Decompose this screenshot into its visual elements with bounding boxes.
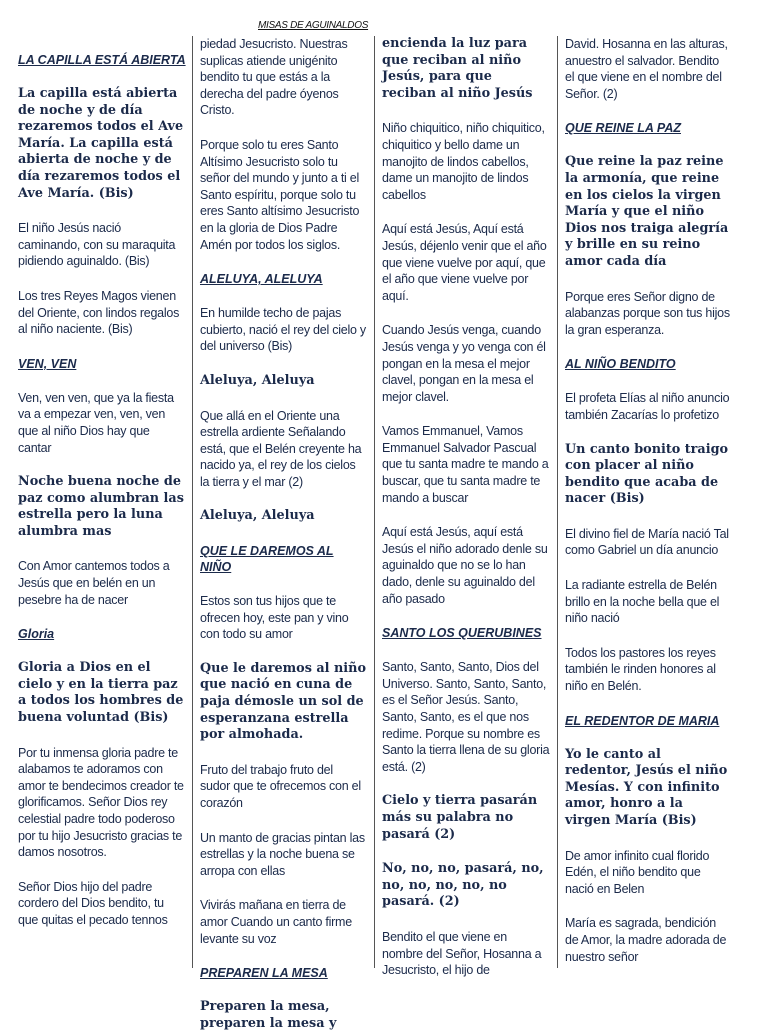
verse-text: Santo, Santo, Santo, Dios del Universo. Santo, Santo, Santo, es el Señor Jesús. Santo, Santo, Santo, es el que nos redime. Porque su nombre es Santo la tierra llena de su gloria está. (2)	[382, 660, 550, 774]
verse-text: piedad Jesucristo. Nuestras suplicas atiende unigénito bendito tu que estás a la derecha del padre óyenos Cristo.	[200, 37, 348, 118]
song-title: SANTO LOS QUERUBINES	[382, 626, 542, 641]
verse-text: Bendito el que viene en nombre del Señor, Hosanna a Jesucristo, el hijo de	[382, 929, 542, 978]
verse-text: Cuando Jesús venga, cuando Jesús venga y yo venga con él pongan en la mesa el mejor clavel, pongan en la mesa el mejor clavel.	[382, 323, 546, 404]
song-title: QUE REINE LA PAZ	[565, 121, 681, 136]
verse-text: Los tres Reyes Magos vienen del Oriente, con lindos regalos al niño naciente. (Bis)	[18, 288, 180, 337]
verse-text: Vamos Emmanuel, Vamos Emmanuel Salvador Pascual que tu santa madre te mando a buscar, que tu santa madre te mando a buscar	[382, 424, 549, 505]
verse-text: Fruto del trabajo fruto del sudor que te ofrecemos con el corazón	[200, 762, 361, 810]
song-title: ALELUYA, ALELUYA	[200, 272, 323, 287]
verse-text: Vivirás mañana en tierra de amor Cuando un canto firme levante su voz	[200, 898, 352, 946]
verse-text: Porque solo tu eres Santo Altísimo Jesucristo solo tu señor del mundo y junto a ti el Santo espíritu, porque solo tu eres Santo altísimo Jesucristo en la gloria de Dios Padre Amén por todos los siglos.	[200, 137, 360, 252]
verse-text: Todos los pastores los reyes también le rinden honores al niño en Belén.	[565, 645, 716, 694]
verse-text: Un manto de gracias pintan las estrellas y la noche buena se arropa con ellas	[200, 830, 365, 878]
song-title: EL REDENTOR DE MARIA	[565, 713, 720, 728]
column-divider	[557, 36, 558, 968]
song-title: LA CAPILLA ESTÁ ABIERTA	[18, 53, 186, 67]
chorus-text: encienda la luz para que reciban al niño Jesús, para que reciban al niño Jesús	[382, 36, 533, 101]
chorus-text: Que reine la paz reine la armonía, que reine en los cielos la virgen María y que el niño Dios nos traiga alegría y brille en su reino amor cada día	[565, 154, 729, 269]
verse-text: La radiante estrella de Belén brillo en la noche bella que el niño nació	[565, 578, 720, 626]
song-title: VEN, VEN	[18, 356, 77, 371]
verse-text: Niño chiquitico, niño chiquitico, chiquitico y bello dame un manojito de lindos cabellos, dame un manojito de lindos cabellos	[382, 121, 545, 202]
column-4	[565, 36, 731, 1004]
chorus-text: Aleluya, Aleluya	[200, 372, 315, 388]
verse-text: En humilde techo de pajas cubierto, nació el rey del cielo y del universo (Bis)	[200, 306, 366, 354]
column-divider	[192, 36, 193, 968]
verse-text: Señor Dios hijo del padre cordero del Dios bendito, tu que quitas el pecado tennos	[18, 879, 168, 927]
verse-text: El divino fiel de María nació Tal como Gabriel un día anuncio	[565, 526, 729, 558]
page-title: MISAS DE AGUINALDOS	[258, 20, 369, 31]
verse-text: Que allá en el Oriente una estrella ardiente Señalando está, que el Belén creyente ha nacido ya, el rey de los cielos la tierra y el mar (2)	[200, 408, 362, 489]
chorus-text: Cielo y tierra pasarán más su palabra no pasará (2)	[382, 793, 538, 842]
verse-text: Estos son tus hijos que te ofrecen hoy, este pan y vino con todo su amor	[200, 594, 349, 642]
verse-text: Porque eres Señor digno de alabanzas porque son tus hijos la gran esperanza.	[565, 289, 730, 337]
verse-text: Aquí está Jesús, aquí está Jesús el niño adorado denle su aguinaldo que no se lo han dado, denle su aguinaldo del año pasado	[382, 525, 548, 606]
column-divider	[374, 36, 375, 968]
chorus-text: Preparen la mesa, preparen la mesa y	[200, 999, 337, 1031]
verse-text: David. Hosanna en las alturas, anuestro el salvador. Bendito el que viene en el nombre del Señor. (2)	[565, 37, 728, 101]
verse-text: De amor infinito cual florido Edén, el niño bendito que nació en Belen	[565, 848, 710, 896]
chorus-text: Yo le canto al redentor, Jesús el niño Mesías. Y con infinito amor, honro a la virgen María (Bis)	[565, 746, 728, 828]
chorus-text: La capilla está abierta de noche y de día rezaremos todos el Ave María. La capilla está abierta de noche y de día rezaremos todos el Ave María. (Bis)	[18, 86, 184, 201]
verse-text: El niño Jesús nació caminando, con su maraquita pidiendo aguinaldo. (Bis)	[18, 221, 176, 269]
song-title: Gloria	[18, 627, 55, 642]
chorus-text: Un canto bonito traigo con placer al niño bendito que acaba de nacer (Bis)	[565, 441, 729, 507]
chorus-text: Aleluya, Aleluya	[200, 508, 315, 524]
chorus-text: Gloria a Dios en el cielo y en la tierra paz a todos los hombres de buena voluntad (Bis)	[18, 660, 184, 726]
chorus-text: Que le daremos al niño que nació en cuna de paja démosle un sol de esperanzana estrella por almohada.	[200, 660, 366, 743]
verse-text: Ven, ven ven, que ya la fiesta va a empezar ven, ven, ven que al niño Dios hay que cantar	[18, 390, 174, 455]
column-2	[200, 36, 366, 1031]
verse-text: El profeta Elías al niño anuncio también Zacarías lo profetizo	[565, 391, 730, 422]
column-1	[18, 52, 186, 1004]
chorus-text: No, no, no, pasará, no, no, no, no, no, no pasará. (2)	[382, 861, 544, 910]
verse-text: Con Amor cantemos todos a Jesús que en belén en un pesebre ha de nacer	[18, 559, 170, 607]
verse-text: Por tu inmensa gloria padre te alabamos te adoramos con amor te bendecimos creador te glorificamos. Señor Dios rey celestial padre todo poderoso por tu hijo Jesucristo gracias te damos nosotros.	[18, 745, 184, 860]
song-title: PREPAREN LA MESA	[200, 966, 328, 981]
song-title: QUE LE DAREMOS AL NIÑO	[200, 544, 334, 575]
song-title: AL NIÑO BENDITO	[565, 357, 676, 372]
chorus-text: Noche buena noche de paz como alumbran las estrella pero la luna alumbra mas	[18, 474, 184, 539]
column-3	[382, 36, 550, 1004]
verse-text: María es sagrada, bendición de Amor, la madre adorada de nuestro señor	[565, 916, 727, 964]
verse-text: Aquí está Jesús, Aquí está Jesús, déjenlo venir que el año que viene vuelve por aquí, que el año que viene vuelve por aquí.	[382, 222, 547, 303]
